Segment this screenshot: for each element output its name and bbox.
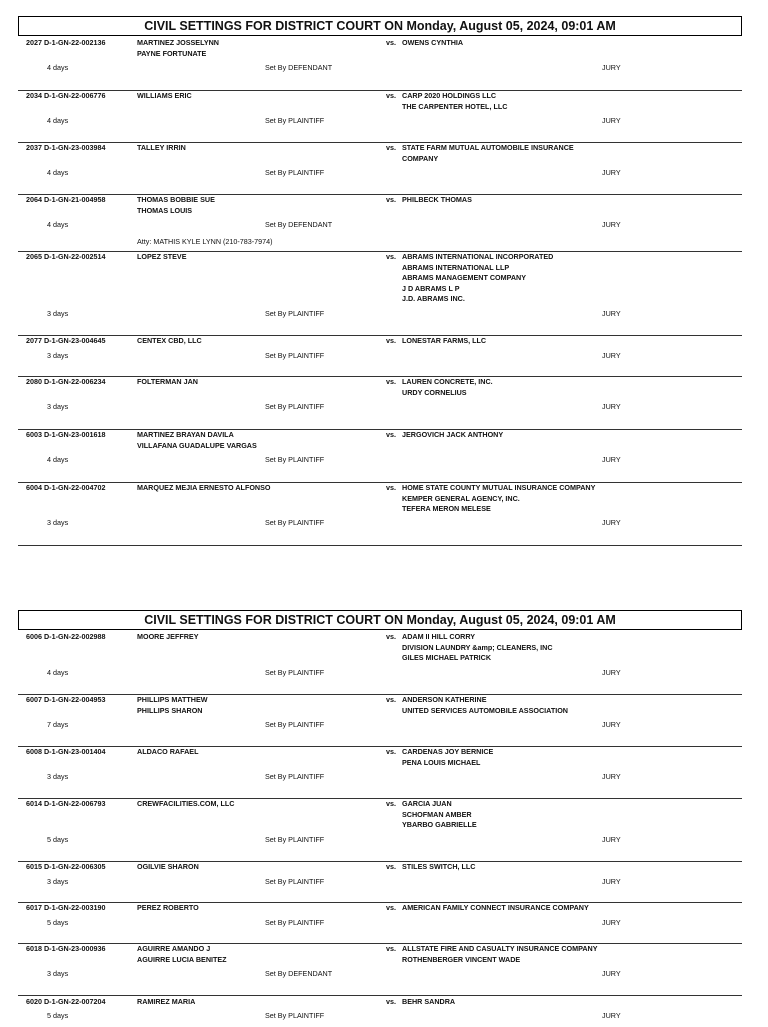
trial-days: 4 days (47, 668, 69, 677)
plaintiff-list (137, 252, 187, 263)
case-number: 6006 D-1-GN-22-002988 (26, 632, 106, 641)
versus-label: vs. (386, 143, 396, 152)
trial-days: 3 days (47, 877, 69, 886)
set-by-label: Set By DEFENDANT (265, 969, 333, 978)
set-by-label: Set By PLAINTIFF (265, 918, 325, 927)
case-number: 6008 D-1-GN-23-001404 (26, 747, 106, 756)
defendant-list (402, 195, 472, 206)
plaintiff-name: PAYNE FORTUNATE (137, 48, 207, 58)
section-title: CIVIL SETTINGS FOR DISTRICT COURT ON Monday, August 05, 2024, 09:01 AM (18, 610, 742, 630)
jury-label: JURY (602, 772, 621, 781)
section-title: CIVIL SETTINGS FOR DISTRICT COURT ON Monday, August 05, 2024, 09:01 AM (18, 16, 742, 36)
set-by-label: Set By PLAINTIFF (265, 835, 325, 844)
plaintiff-list (137, 38, 219, 59)
plaintiff-name: LOPEZ STEVE (137, 252, 187, 261)
case-record (18, 695, 742, 747)
defendant-list (402, 252, 553, 305)
plaintiff-name: PHILLIPS SHARON (137, 705, 203, 715)
case-number: 2064 D-1-GN-21-004958 (26, 195, 106, 204)
versus-label: vs. (386, 997, 396, 1006)
defendant-name: THE CARPENTER HOTEL, LLC (402, 101, 508, 111)
defendant-name: URDY CORNELIUS (402, 387, 467, 397)
plaintiff-list (137, 430, 257, 451)
defendant-list (402, 997, 455, 1008)
defendant-name: SCHOFMAN AMBER (402, 809, 472, 819)
case-number: 6020 D-1-GN-22-007204 (26, 997, 106, 1006)
trial-days: 3 days (47, 969, 69, 978)
versus-label: vs. (386, 747, 396, 756)
trial-days: 4 days (47, 116, 69, 125)
set-by-label: Set By PLAINTIFF (265, 772, 325, 781)
defendant-list (402, 695, 568, 716)
plaintiff-name: THOMAS BOBBIE SUE (137, 195, 215, 204)
defendant-name: CARDENAS JOY BERNICE (402, 747, 494, 756)
defendant-name: BEHR SANDRA (402, 997, 456, 1006)
defendant-list (402, 377, 493, 398)
defendant-name: TEFERA MERON MELESE (402, 504, 491, 513)
jury-label: JURY (602, 918, 621, 927)
plaintiff-name: PHILLIPS MATTHEW (137, 695, 208, 704)
set-by-label: Set By DEFENDANT (265, 63, 333, 72)
trial-days: 3 days (47, 772, 69, 781)
trial-days: 3 days (47, 518, 69, 527)
defendant-list (402, 632, 553, 664)
case-number: 2027 D-1-GN-22-002136 (26, 38, 106, 47)
plaintiff-list (137, 336, 202, 347)
case-record (18, 862, 742, 903)
case-record (18, 195, 742, 252)
case-record (18, 483, 742, 546)
case-number: 6003 D-1-GN-23-001618 (26, 430, 106, 439)
defendant-name: JERGOVICH JACK ANTHONY (402, 430, 504, 439)
trial-days: 5 days (47, 835, 69, 844)
defendant-name: GILES MICHAEL PATRICK (402, 653, 492, 662)
defendant-list (402, 91, 507, 112)
case-number: 2034 D-1-GN-22-006776 (26, 91, 106, 100)
plaintiff-list (137, 862, 199, 873)
plaintiff-name: MOORE JEFFREY (137, 632, 199, 641)
settings-section-1 (18, 16, 742, 556)
set-by-label: Set By PLAINTIFF (265, 168, 325, 177)
plaintiff-name: FOLTERMAN JAN (137, 377, 198, 386)
defendant-name: UNITED SERVICES AUTOMOBILE ASSOCIATION (402, 705, 568, 715)
case-number: 6017 D-1-GN-22-003190 (26, 903, 106, 912)
plaintiff-name: VILLAFANA GUADALUPE VARGAS (137, 440, 257, 450)
trial-days: 3 days (47, 309, 69, 318)
case-record (18, 91, 742, 143)
trial-days: 4 days (47, 63, 69, 72)
plaintiff-list (137, 143, 186, 154)
defendant-name: OWENS CYNTHIA (402, 38, 464, 47)
plaintiff-name: PEREZ ROBERTO (137, 903, 199, 912)
defendant-name: HOME STATE COUNTY MUTUAL INSURANCE COMPANY (402, 483, 596, 492)
plaintiff-name: WILLIAMS ERIC (137, 91, 192, 100)
plaintiff-list (137, 377, 198, 388)
set-by-label: Set By PLAINTIFF (265, 720, 325, 729)
case-number: 6004 D-1-GN-22-004702 (26, 483, 106, 492)
trial-days: 4 days (47, 168, 69, 177)
set-by-label: Set By PLAINTIFF (265, 455, 325, 464)
case-record (18, 632, 742, 695)
case-number: 2077 D-1-GN-23-004645 (26, 336, 106, 345)
jury-label: JURY (602, 835, 621, 844)
settings-section-2 (18, 610, 742, 1024)
plaintiff-name: MARTINEZ JOSSELYNN (137, 38, 220, 47)
plaintiff-name: AGUIRRE AMANDO J (137, 944, 211, 953)
versus-label: vs. (386, 862, 396, 871)
versus-label: vs. (386, 377, 396, 386)
case-record (18, 252, 742, 336)
plaintiff-list (137, 695, 208, 716)
defendant-list (402, 430, 503, 441)
versus-label: vs. (386, 252, 396, 261)
jury-label: JURY (602, 518, 621, 527)
case-number: 6015 D-1-GN-22-006305 (26, 862, 106, 871)
plaintiff-list (137, 91, 192, 102)
versus-label: vs. (386, 483, 396, 492)
case-record (18, 944, 742, 996)
defendant-list (402, 862, 475, 873)
trial-days: 4 days (47, 455, 69, 464)
case-record (18, 747, 742, 799)
plaintiff-name: ALDACO RAFAEL (137, 747, 199, 756)
jury-label: JURY (602, 720, 621, 729)
set-by-label: Set By PLAINTIFF (265, 1011, 325, 1020)
defendant-name: ANDERSON KATHERINE (402, 695, 487, 704)
defendant-name: ALLSTATE FIRE AND CASUALTY INSURANCE COMPANY (402, 944, 598, 953)
jury-label: JURY (602, 351, 621, 360)
defendant-name: GARCIA JUAN (402, 799, 452, 808)
set-by-label: Set By PLAINTIFF (265, 518, 325, 527)
defendant-name: ABRAMS INTERNATIONAL INCORPORATED (402, 252, 554, 261)
defendant-name: YBARBO GABRIELLE (402, 820, 477, 829)
case-number: 6018 D-1-GN-23-000936 (26, 944, 106, 953)
set-by-label: Set By DEFENDANT (265, 220, 333, 229)
case-record (18, 903, 742, 944)
trial-days: 3 days (47, 351, 69, 360)
defendant-list (402, 336, 486, 347)
case-record (18, 377, 742, 430)
versus-label: vs. (386, 195, 396, 204)
versus-label: vs. (386, 38, 396, 47)
plaintiff-name: CENTEX CBD, LLC (137, 336, 202, 345)
versus-label: vs. (386, 430, 396, 439)
defendant-name: PHILBECK THOMAS (402, 195, 472, 204)
defendant-name: STATE FARM MUTUAL AUTOMOBILE INSURANCE (402, 143, 574, 152)
defendant-list (402, 143, 574, 164)
plaintiff-name: MARQUEZ MEJIA ERNESTO ALFONSO (137, 483, 271, 492)
jury-label: JURY (602, 220, 621, 229)
plaintiff-list (137, 944, 227, 965)
trial-days: 5 days (47, 918, 69, 927)
defendant-name: AMERICAN FAMILY CONNECT INSURANCE COMPANY (402, 903, 589, 912)
defendant-name: COMPANY (402, 153, 439, 163)
case-record (18, 336, 742, 377)
defendant-name: CARP 2020 HOLDINGS LLC (402, 91, 497, 100)
defendant-name: ABRAMS MANAGEMENT COMPANY (402, 273, 527, 282)
trial-days: 3 days (47, 402, 69, 411)
jury-label: JURY (602, 455, 621, 464)
defendant-name: STILES SWITCH, LLC (402, 862, 476, 871)
defendant-list (402, 483, 595, 515)
set-by-label: Set By PLAINTIFF (265, 116, 325, 125)
plaintiff-name: TALLEY IRRIN (137, 143, 186, 152)
set-by-label: Set By PLAINTIFF (265, 309, 325, 318)
jury-label: JURY (602, 668, 621, 677)
plaintiff-list (137, 195, 215, 216)
defendant-list (402, 747, 493, 768)
defendant-name: PENA LOUIS MICHAEL (402, 757, 481, 767)
defendant-list (402, 799, 477, 831)
case-number: 2037 D-1-GN-23-003984 (26, 143, 106, 152)
jury-label: JURY (602, 877, 621, 886)
defendant-name: DIVISION LAUNDRY &amp; CLEANERS, INC (402, 642, 553, 652)
case-record (18, 38, 742, 91)
set-by-label: Set By PLAINTIFF (265, 877, 325, 886)
plaintiff-list (137, 997, 195, 1008)
case-record (18, 997, 742, 1027)
jury-label: JURY (602, 969, 621, 978)
case-record (18, 143, 742, 195)
plaintiff-name: MARTINEZ BRAYAN DAVILA (137, 430, 234, 439)
versus-label: vs. (386, 695, 396, 704)
plaintiff-list (137, 799, 234, 810)
jury-label: JURY (602, 402, 621, 411)
versus-label: vs. (386, 632, 396, 641)
defendant-name: LAUREN CONCRETE, INC. (402, 377, 493, 386)
versus-label: vs. (386, 903, 396, 912)
set-by-label: Set By PLAINTIFF (265, 351, 325, 360)
defendant-name: J D ABRAMS L P (402, 283, 460, 293)
defendant-name: LONESTAR FARMS, LLC (402, 336, 487, 345)
defendant-list (402, 903, 589, 914)
plaintiff-name: OGILVIE SHARON (137, 862, 199, 871)
versus-label: vs. (386, 799, 396, 808)
case-number: 2080 D-1-GN-22-006234 (26, 377, 106, 386)
trial-days: 4 days (47, 220, 69, 229)
defendant-name: KEMPER GENERAL AGENCY, INC. (402, 493, 520, 503)
plaintiff-name: RAMIREZ MARIA (137, 997, 196, 1006)
plaintiff-name: THOMAS LOUIS (137, 205, 193, 215)
plaintiff-name: CREWFACILITIES.COM, LLC (137, 799, 235, 808)
set-by-label: Set By PLAINTIFF (265, 668, 325, 677)
case-record (18, 799, 742, 862)
defendant-list (402, 944, 598, 965)
set-by-label: Set By PLAINTIFF (265, 402, 325, 411)
plaintiff-list (137, 632, 199, 643)
case-record (18, 430, 742, 483)
plaintiff-list (137, 483, 271, 494)
defendant-name: ABRAMS INTERNATIONAL LLP (402, 262, 510, 272)
attorney-info: Atty: MATHIS KYLE LYNN (210-783-7974) (137, 237, 273, 246)
trial-days: 7 days (47, 720, 69, 729)
jury-label: JURY (602, 116, 621, 125)
trial-days: 5 days (47, 1011, 69, 1020)
case-number: 6014 D-1-GN-22-006793 (26, 799, 106, 808)
case-number: 2065 D-1-GN-22-002514 (26, 252, 106, 261)
versus-label: vs. (386, 944, 396, 953)
case-number: 6007 D-1-GN-22-004953 (26, 695, 106, 704)
defendant-name: ROTHENBERGER VINCENT WADE (402, 954, 521, 964)
plaintiff-list (137, 903, 199, 914)
defendant-name: J.D. ABRAMS INC. (402, 294, 465, 303)
jury-label: JURY (602, 1011, 621, 1020)
plaintiff-list (137, 747, 199, 758)
jury-label: JURY (602, 309, 621, 318)
versus-label: vs. (386, 91, 396, 100)
jury-label: JURY (602, 63, 621, 72)
plaintiff-name: AGUIRRE LUCIA BENITEZ (137, 954, 227, 964)
defendant-name: ADAM II HILL CORRY (402, 632, 476, 641)
versus-label: vs. (386, 336, 396, 345)
jury-label: JURY (602, 168, 621, 177)
defendant-list (402, 38, 463, 49)
